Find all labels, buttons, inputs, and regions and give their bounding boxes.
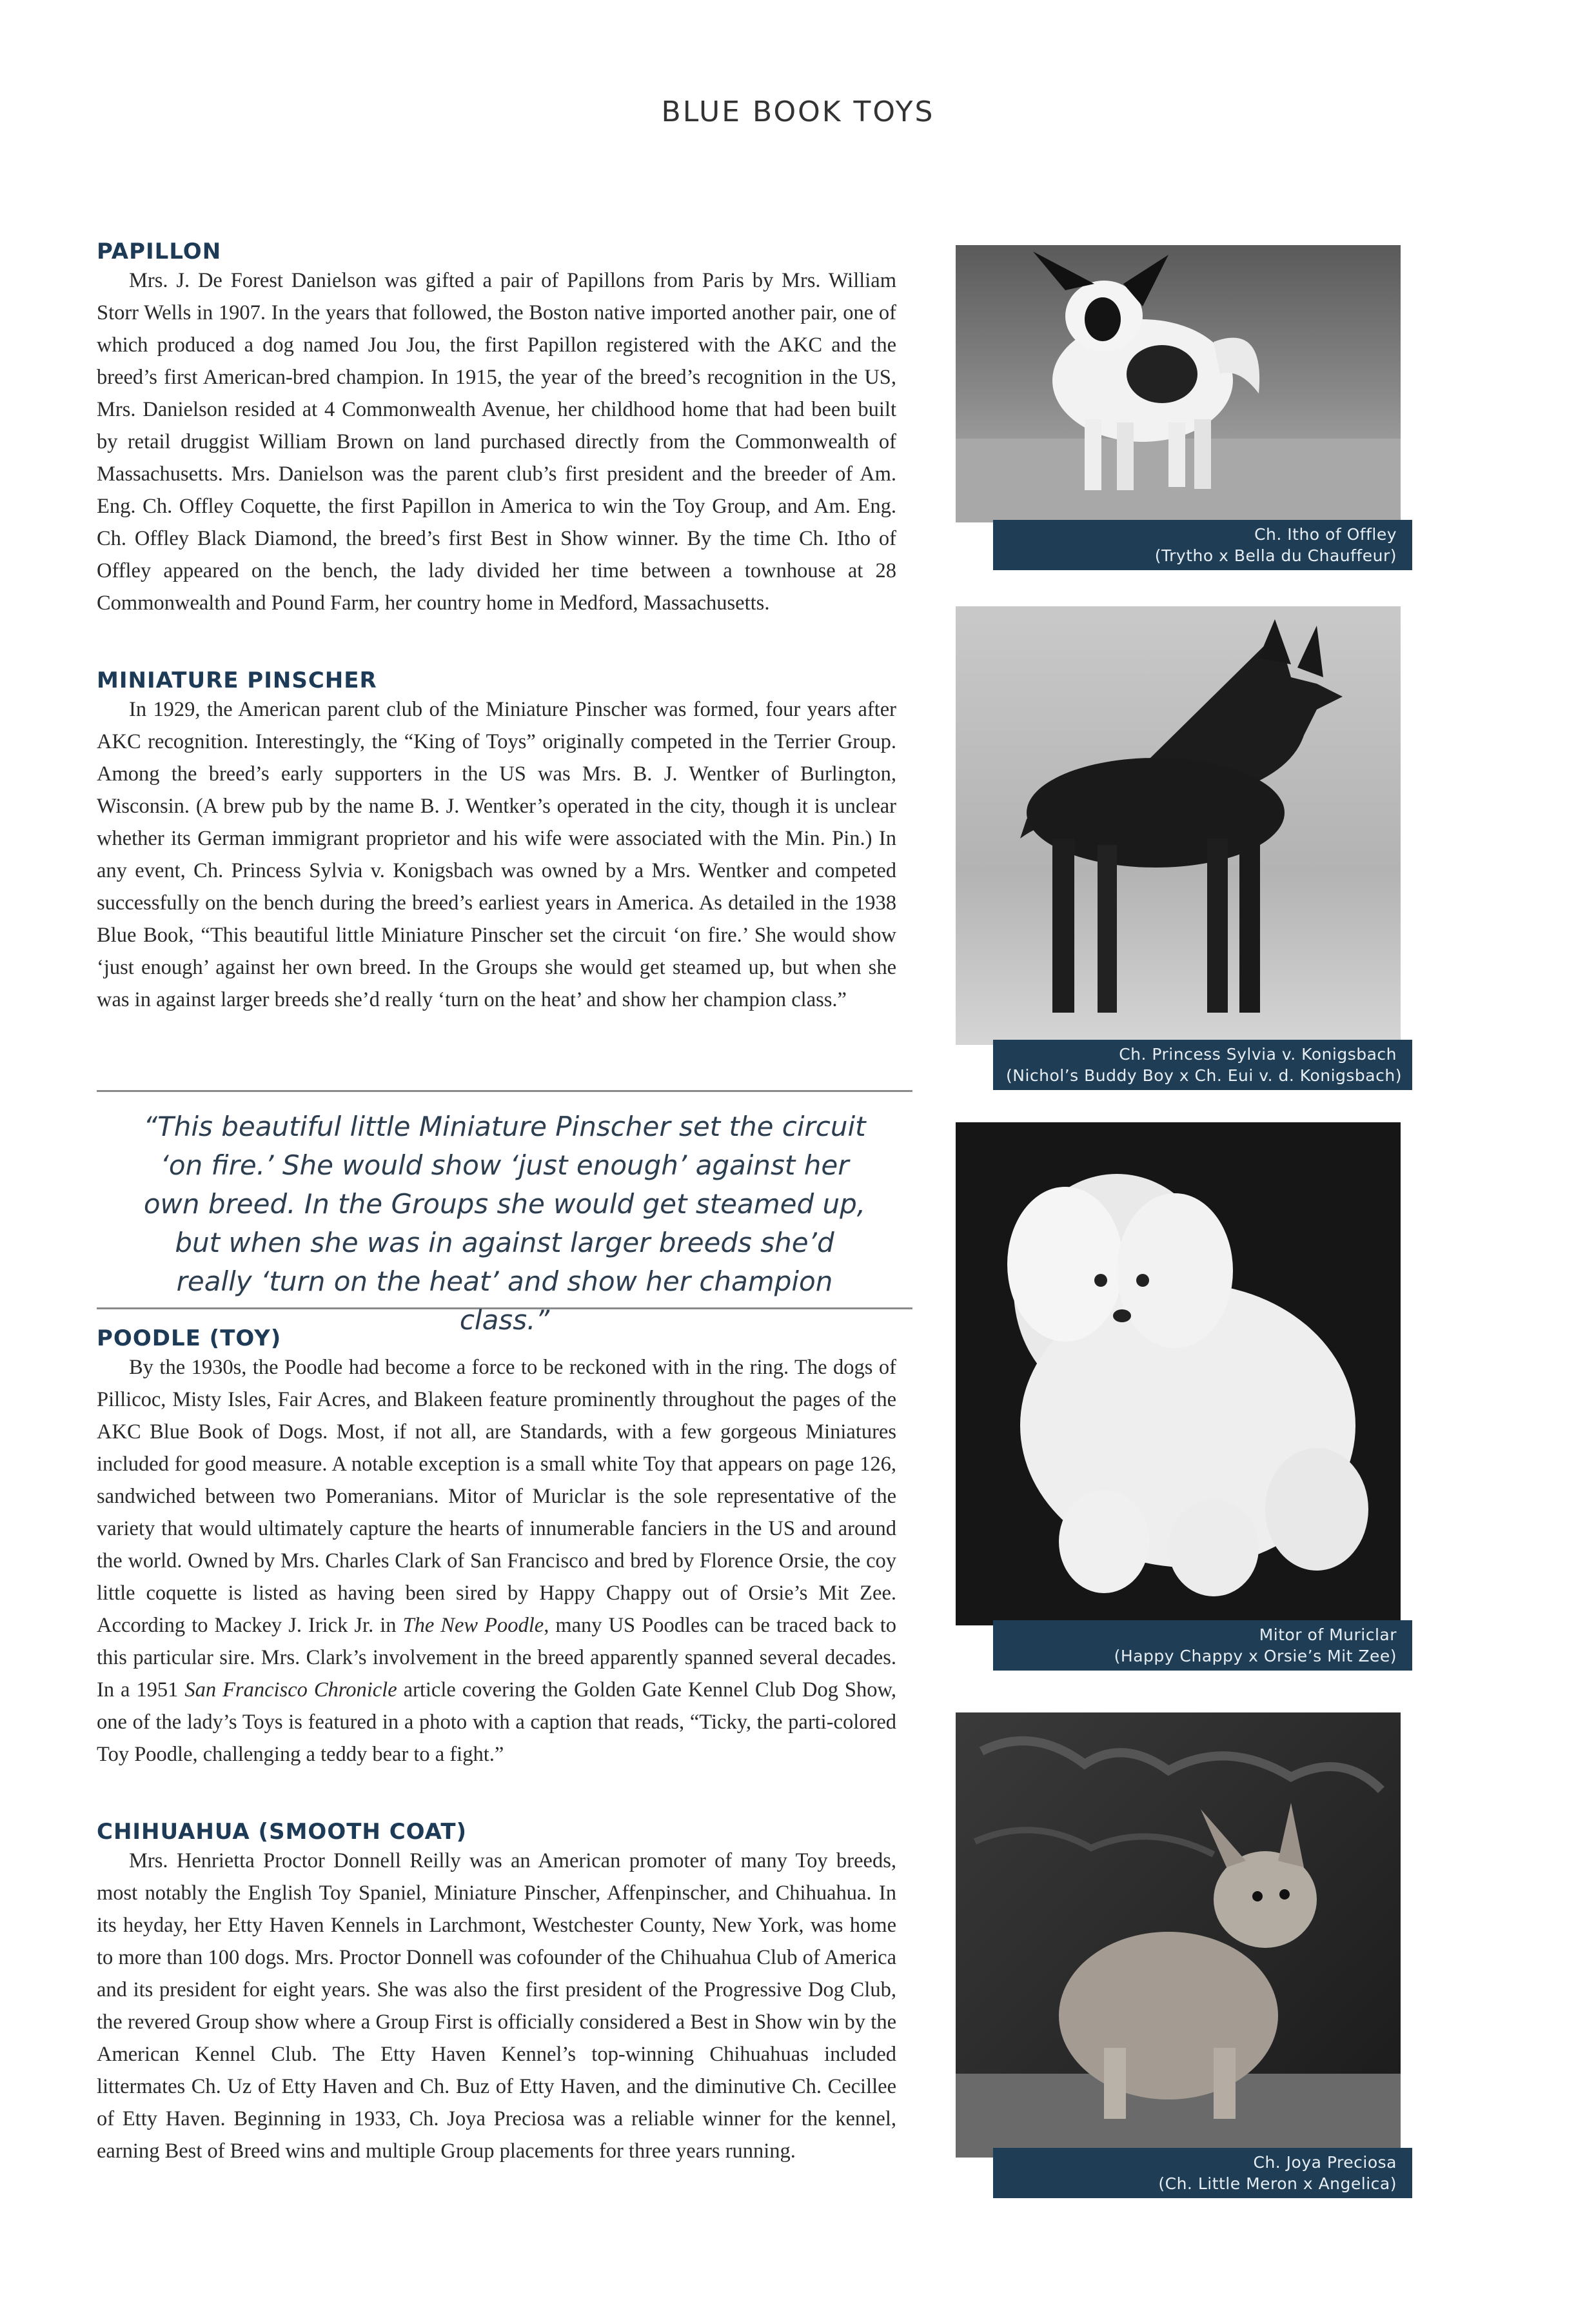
photo-papillon xyxy=(956,245,1401,522)
section-miniature-pinscher xyxy=(97,668,896,1016)
pull-quote-text: “This beautiful little Miniature Pinscher set the circuit ‘on fire.’ She would show ‘just enough’ against her own breed. In the Groups she would get steamed up, but when she was in against larger breeds she’d really ‘turn on the heat’ and show her champion class.” xyxy=(143,1111,866,1336)
pull-quote xyxy=(97,1090,912,1336)
body-miniature-pinscher: In 1929, the American parent club of the Miniature Pinscher was formed, four years after AKC recognition. Interestingly, the “King of Toys” originally competed in the Terrier Group. Among the breed’s early supporters in the US was Mrs. B. J. Wentker of Burlington, Wisconsin. (A brew pub by the name B. J. Wentker’s operated in the city, though it is unclear whether its German immigrant proprietor and his wife were associated with the Min. Pin.) In any event, Ch. Princess Sylvia v. Konigsbach was owned by a Mrs. Wentker and competed successfully on the bench during the breed’s earliest years in America. As detailed in the 1938 Blue Book, “This beautiful little Miniature Pinscher set the circuit ‘on fire.’ She would show ‘just enough’ against her own breed. In the Groups she would get steamed up, but when she was in against larger breeds she’d really ‘turn on the heat’ and show her champion class.” xyxy=(97,698,896,1011)
heading-miniature-pinscher: MINIATURE PINSCHER xyxy=(97,668,377,693)
newspaper-title: San Francisco Chronicle xyxy=(184,1678,397,1702)
body-poodle: By the 1930s, the Poodle had become a force to be reckoned with in the ring. The dogs of Pillicoc, Misty Isles, Fair Acres, and Blakeen feature prominently throughout the pages of the AKC Blue Book of Dogs. Most, if not all, are Standards, with a few gorgeous Miniatures included for good measure. A notable exception is a small white Toy that appears on page 126, sandwiched between two Pomeranians. Mitor of Muriclar is the sole representative of the variety that would ultimately capture the hearts of innumerable fanciers in the US and around the world. Owned by Mrs. Charles Clark of San Francisco and bred by Florence Orsie, the coy little coquette is listed as having been sired by Happy Chappy out of Orsie’s Mit Zee. According to Mackey J. Irick Jr. in The New Poodle, many US Poodles can be traced back to this particular sire. Mrs. Clark’s involvement in the breed apparently spanned several decades. In a 1951 San Francisco Chronicle article covering the Golden Gate Kennel Club Dog Show, one of the lady’s Toys is featured in a photo with a caption that reads, “Ticky, the parti-colored Toy Poodle, challenging a teddy bear to a fight.” xyxy=(97,1356,896,1766)
section-poodle xyxy=(97,1325,896,1771)
book-title: The New Poodle xyxy=(402,1614,544,1637)
caption-papillon: Ch. Itho of Offley (Trytho x Bella du Chauffeur) xyxy=(993,520,1412,570)
heading-chihuahua: CHIHUAHUA (SMOOTH COAT) xyxy=(97,1819,468,1845)
heading-poodle: POODLE (TOY) xyxy=(97,1325,282,1351)
photo-miniature-pinscher xyxy=(956,606,1401,1045)
section-papillon xyxy=(97,239,896,619)
running-head: BLUE BOOK TOYS xyxy=(661,95,935,128)
heading-papillon: PAPILLON xyxy=(97,239,222,264)
photo-poodle xyxy=(956,1122,1401,1625)
caption-miniature-pinscher: Ch. Princess Sylvia v. Konigsbach (Nichol’s Buddy Boy x Ch. Eui v. d. Konigsbach) xyxy=(993,1040,1412,1090)
body-chihuahua: Mrs. Henrietta Proctor Donnell Reilly was an American promoter of many Toy breeds, most notably the English Toy Spaniel, Miniature Pinscher, Affenpinscher, and Chihuahua. In its heyday, her Etty Haven Kennels in Larchmont, Westchester County, New York, was home to more than 100 dogs. Mrs. Proctor Donnell was cofounder of the Chihuahua Club of America and its president for eight years. She was also the first president of the Progressive Dog Club, the revered Group show where a Group First is officially considered a Best in Show win by the American Kennel Club. The Etty Haven Kennel’s top-winning Chihuahuas included littermates Ch. Uz of Etty Haven and Ch. Buz of Etty Haven, and the diminutive Ch. Cecillee of Etty Haven. Beginning in 1933, Ch. Joya Preciosa was a reliable winner for the kennel, earning Best of Breed wins and multiple Group placements for three years running. xyxy=(97,1849,896,2163)
caption-chihuahua: Ch. Joya Preciosa (Ch. Little Meron x Angelica) xyxy=(993,2148,1412,2198)
section-chihuahua xyxy=(97,1819,896,2167)
caption-poodle: Mitor of Muriclar (Happy Chappy x Orsie’s Mit Zee) xyxy=(993,1620,1412,1671)
body-papillon: Mrs. J. De Forest Danielson was gifted a pair of Papillons from Paris by Mrs. William Storr Wells in 1907. In the years that followed, the Boston native imported another pair, one of which produced a dog named Jou Jou, the first Papillon registered with the AKC and the breed’s first American-bred champion. In 1915, the year of the breed’s recognition in the US, Mrs. Danielson resided at 4 Commonwealth Avenue, her childhood home that had been built by retail druggist William Brown on land purchased directly from the Commonwealth of Massachusetts. Mrs. Danielson was the parent club’s first president and the breeder of Am. Eng. Ch. Offley Coquette, the first Papillon in America to win the Toy Group, and Am. Eng. Ch. Offley Black Diamond, the breed’s first Best in Show winner. By the time Ch. Itho of Offley appeared on the bench, the lady divided her time between a townhouse at 28 Commonwealth and Pound Farm, her country home in Medford, Massachusetts. xyxy=(97,269,896,615)
photo-chihuahua xyxy=(956,1712,1401,2158)
